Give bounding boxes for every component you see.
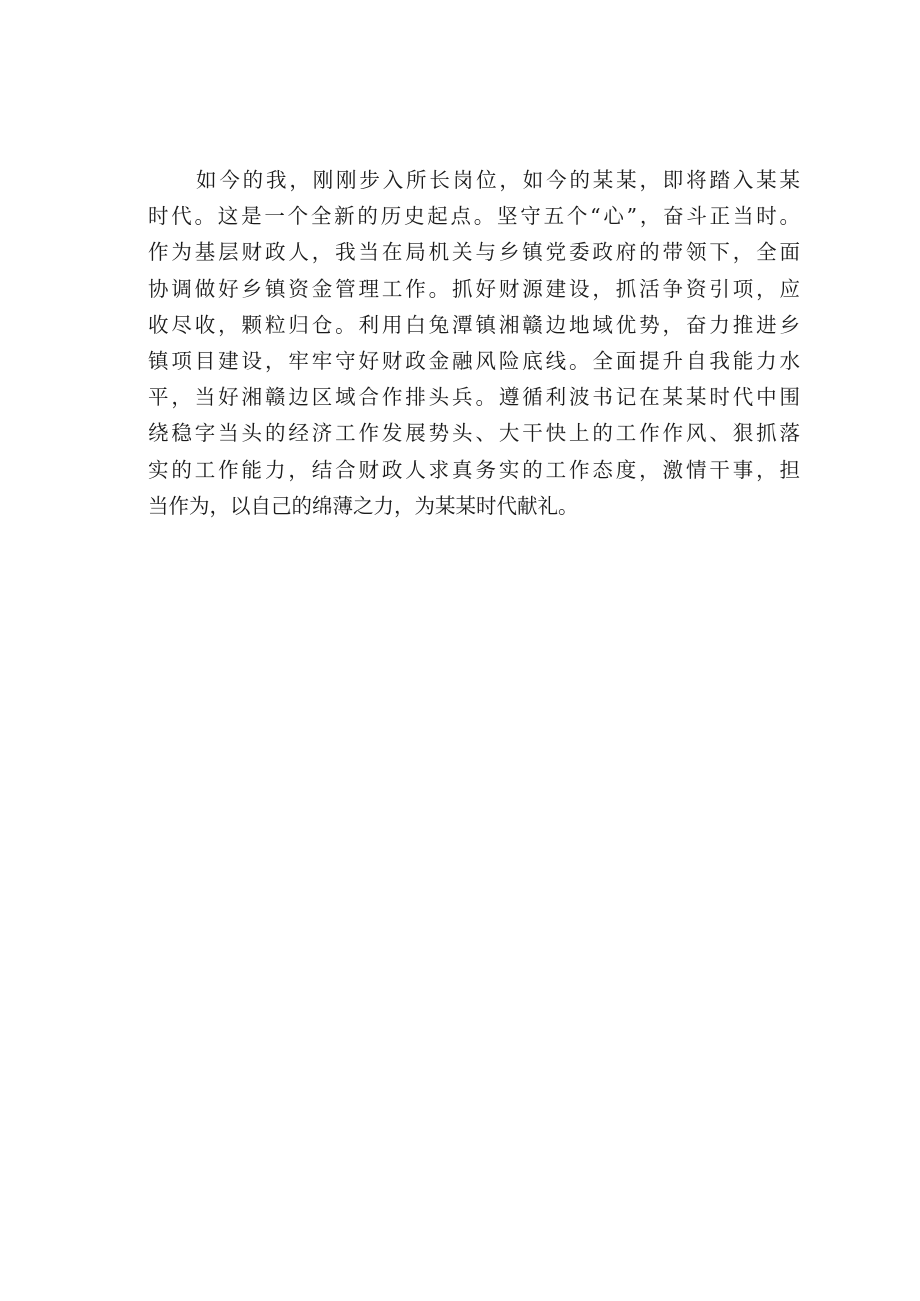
paragraph-line: 如今的我，刚刚步入所长岗位，如今的某某，即将踏入某某 — [196, 168, 800, 192]
paragraph-line: 镇项目建设，牢牢守好财政金融风险底线。全面提升自我能力水 — [148, 349, 800, 374]
paragraph-line: 实的工作能力，结合财政人求真务实的工作态度，激情干事，担 — [148, 457, 800, 482]
paragraph-line: 平，当好湘赣边区域合作排头兵。遵循利波书记在某某时代中围 — [148, 385, 800, 410]
paragraph-line: 当作为，以自己的绵薄之力，为某某时代献礼。 — [148, 493, 579, 518]
body-paragraph — [148, 162, 800, 524]
paragraph-line: 协调做好乡镇资金管理工作。抓好财源建设，抓活争资引项，应 — [148, 276, 800, 301]
paragraph-line: 收尽收，颗粒归仓。利用白兔潭镇湘赣边地域优势，奋力推进乡 — [148, 312, 800, 337]
paragraph-line: 时代。这是一个全新的历史起点。坚守五个“心”，奋斗正当时。 — [148, 204, 800, 229]
paragraph-line: 作为基层财政人，我当在局机关与乡镇党委政府的带领下，全面 — [148, 240, 800, 265]
paragraph-line: 绕稳字当头的经济工作发展势头、大干快上的工作作风、狠抓落 — [148, 421, 800, 446]
